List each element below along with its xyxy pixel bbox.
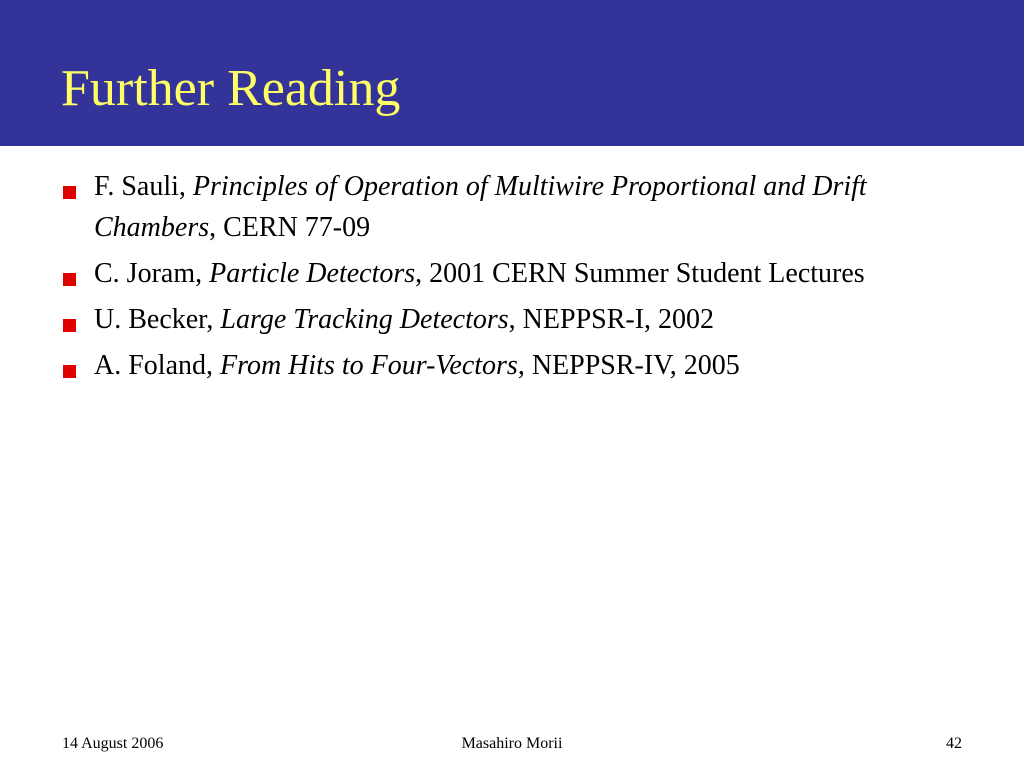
reference-title: From Hits to Four-Vectors [220, 350, 518, 381]
reference-author: U. Becker, [94, 304, 221, 335]
reference-details: , NEPPSR-IV, 2005 [517, 350, 740, 381]
footer-author: Masahiro Morii [461, 735, 563, 752]
slide-title: Further Reading [61, 60, 401, 117]
reference-list [0, 166, 1024, 391]
reference-details: , NEPPSR-I, 2002 [508, 304, 715, 335]
reference-title: Large Tracking Detectors [220, 304, 509, 335]
reference-author: F. Sauli, [94, 171, 193, 202]
reference-item [0, 299, 1024, 340]
square-bullet-icon [63, 319, 76, 332]
reference-title: Principles of Operation of Multiwire Proportional and Drift Chambers [94, 171, 867, 243]
page-number: 42 [946, 735, 962, 752]
square-bullet-icon [63, 365, 76, 378]
square-bullet-icon [63, 186, 76, 199]
footer-date: 14 August 2006 [62, 735, 164, 752]
reference-details: , CERN 77-09 [209, 212, 371, 243]
square-bullet-icon [63, 273, 76, 286]
reference-item [0, 253, 1024, 294]
reference-title: Particle Detectors [209, 258, 416, 289]
reference-author: C. Joram, [94, 258, 210, 289]
title-bar [0, 0, 1024, 146]
reference-author: A. Foland, [94, 350, 220, 381]
reference-item [0, 345, 1024, 386]
reference-details: , 2001 CERN Summer Student Lectures [415, 258, 865, 289]
reference-item [0, 166, 1024, 248]
